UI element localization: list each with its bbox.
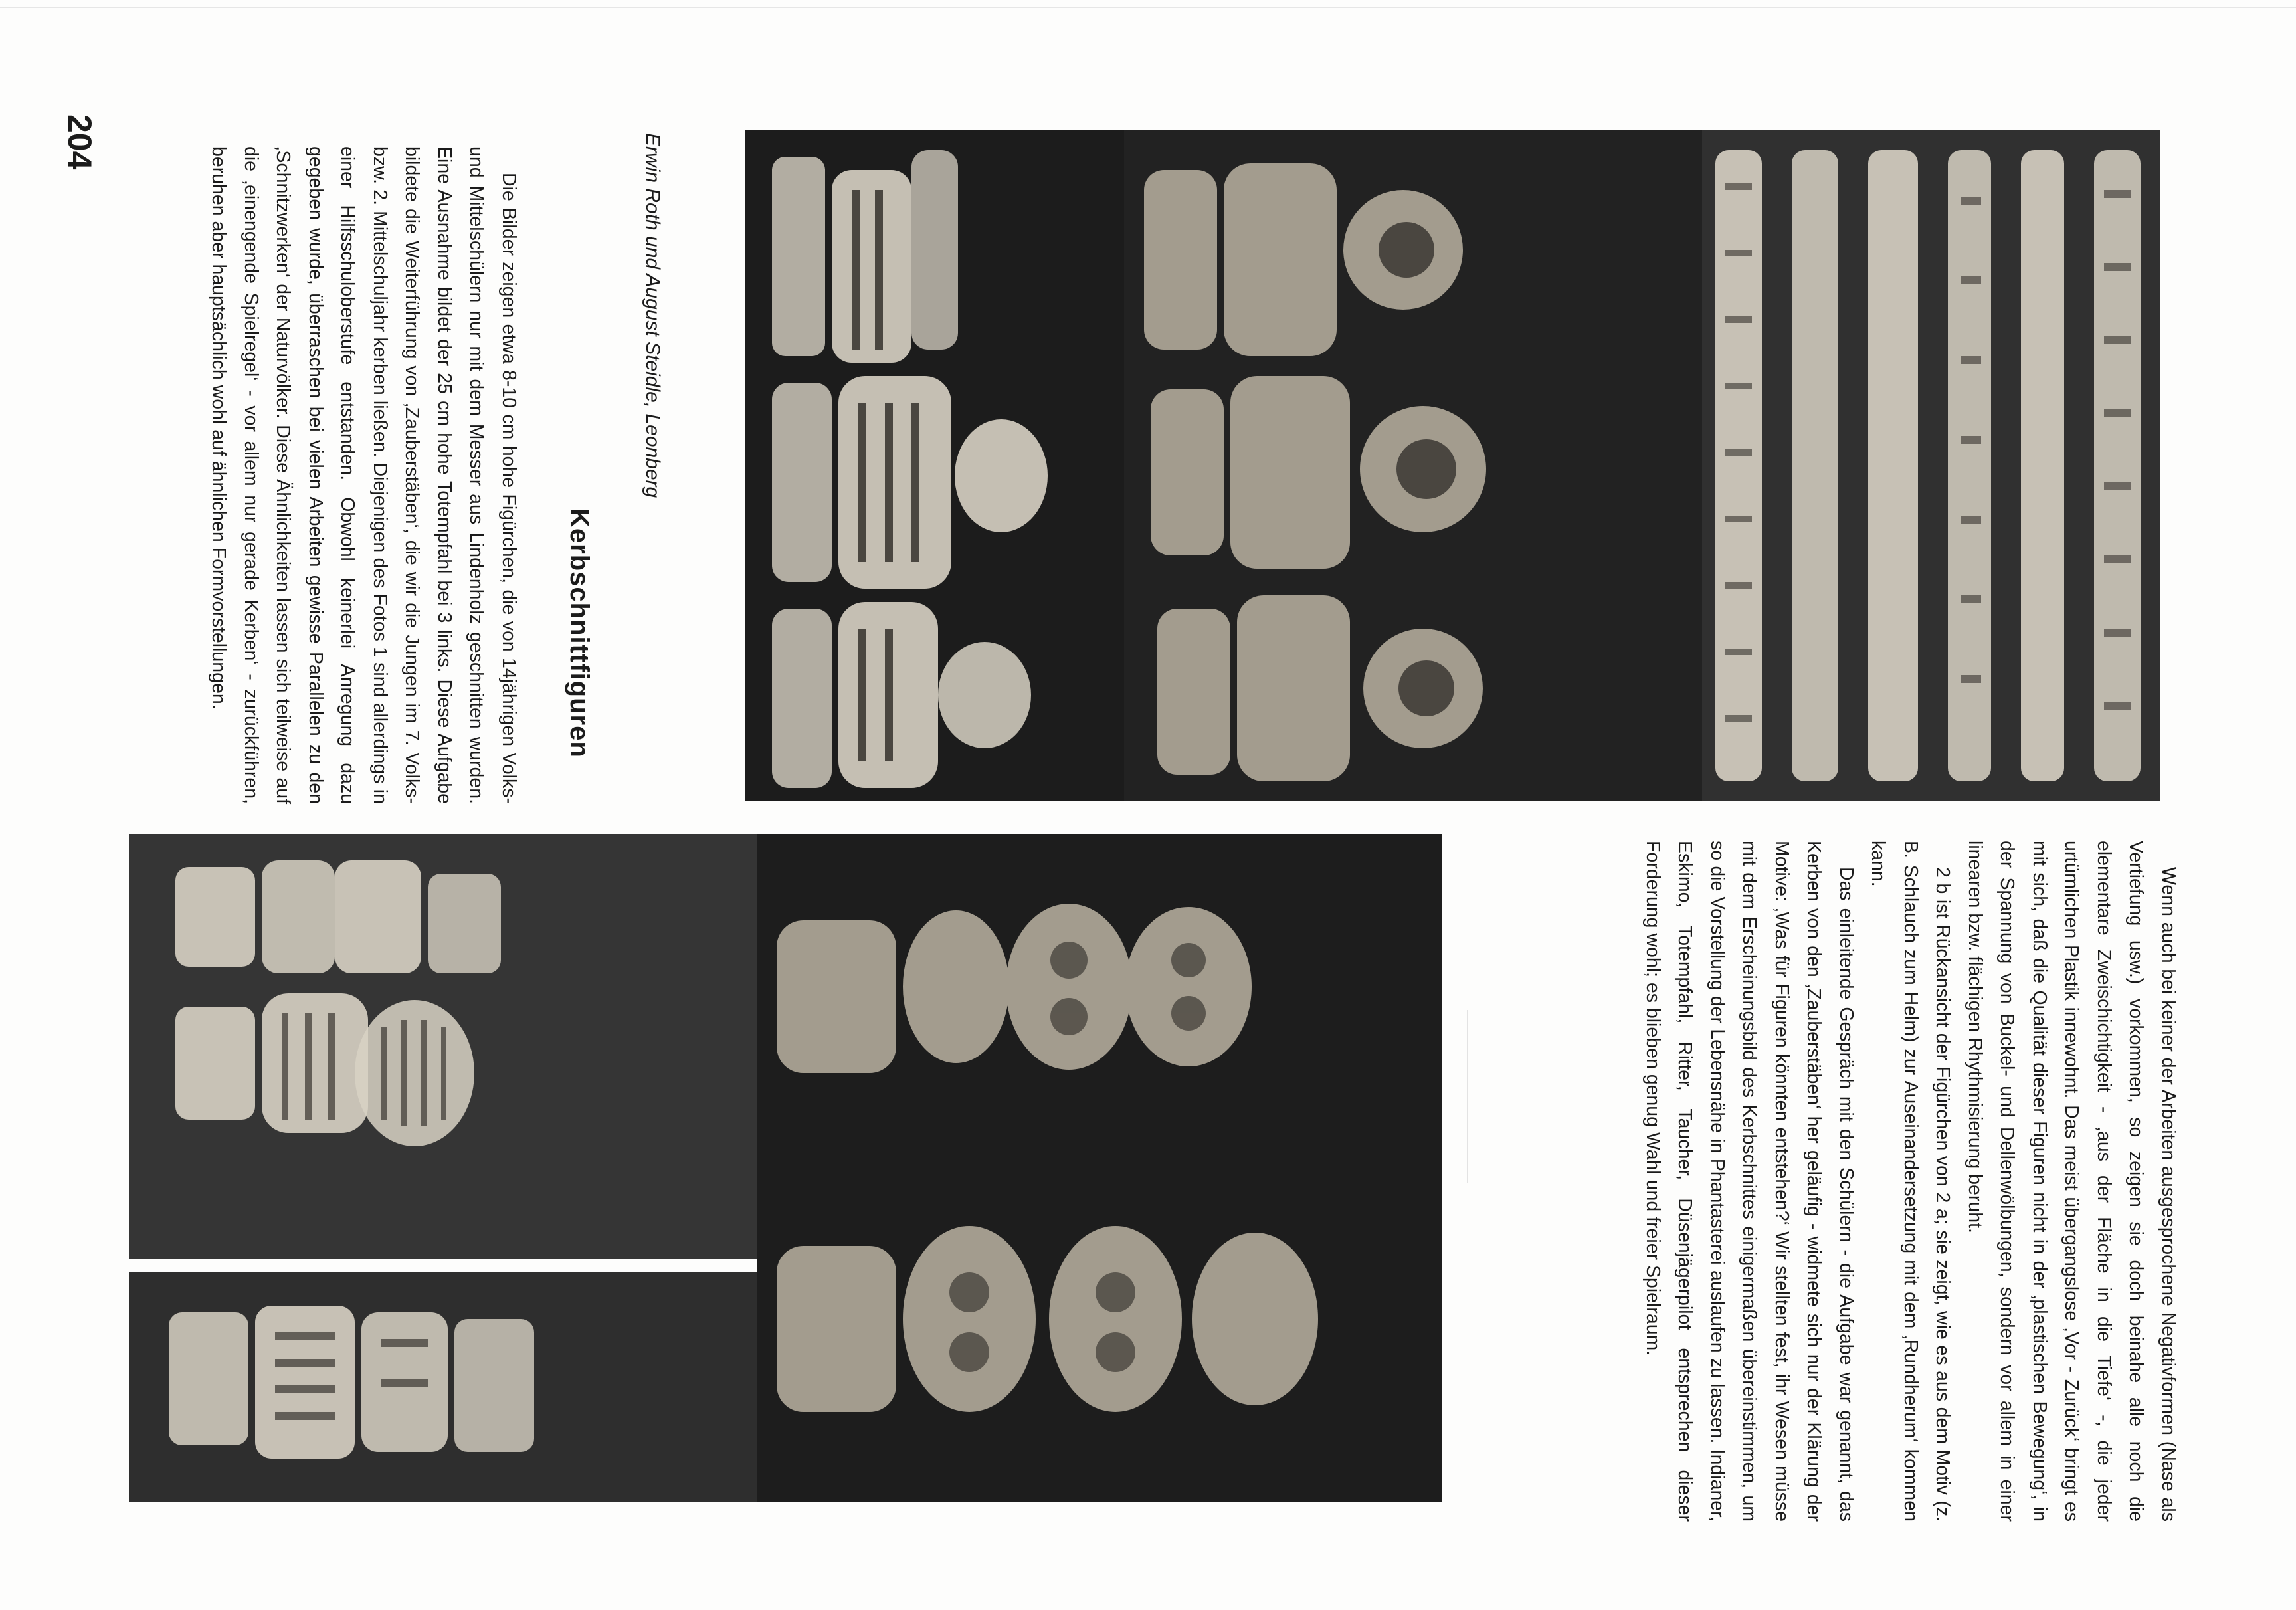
page-number-text: 204 <box>61 114 98 170</box>
top-rule <box>0 7 2296 8</box>
article-title-text: Kerbschnittfiguren <box>565 508 594 758</box>
intro-paragraph: Die Bilder zeigen etwa 8-10 cm hohe Figürchen, die von 14jährigen Volks- und Mittelschülern nur mit dem Messer aus Lindenholz geschnitten wurden. Eine Ausnahme bildet der 25 cm hohe Totempfahl bei 3 links. Diese Aufgabe bildete die Weiterführung von ‚Zauberstäben‘, die wir die Jungen im 7. Volks- bzw. 2. Mittelschuljahr kerben ließen. Diejenigen des Fotos 1 sind allerdings in einer Hilfsschuloberstufe entstanden. Obwohl keinerlei Anregung dazu gegeben wurde, überraschen bei vielen Arbeiten gewisse Parallelen zu den ‚Schnitzwerken‘ der Naturvölker. Diese Ähnlichkeiten lassen sich teilweise auf die ‚einengende Spielregel‘ - vor allem nur gerade Kerben‘ - zurückführen, beruhen aber hauptsächlich wohl auf ähnlichen Formvorstellungen. <box>208 146 520 804</box>
intro-text-block <box>126 146 525 804</box>
photo-helmeted-figures <box>1124 130 1702 801</box>
right-paragraph-1: Wenn auch bei keiner der Arbeiten ausgesprochene Negativformen (Nase als Vertiefung usw.) vorkommen, so zeigen sie doch beinahe alle noch die elementare Zweischichtigkeit - ‚aus der Fläche in die Tiefe‘ -, die jeder urtümlichen Plastik innewohnt. Das meist übergangslose ‚Vor - Zurück‘ bringt es mit sich, daß die Qualität dieser Figuren nicht in der ‚plastischen Bewegung‘, in der Spannung von Buckel- und Dellenwölbungen, sondern vor allem in einer linearen bzw. flächigen Rhythmisierung beruht. <box>1964 841 2179 1522</box>
photo-small-carvings-2 <box>129 1272 757 1502</box>
article-title <box>553 508 599 821</box>
photo-totem-poles <box>757 834 1442 1502</box>
article-byline-text: Erwin Roth und August Steidle, Leonberg <box>642 133 664 498</box>
photo-standing-figures <box>745 130 1124 801</box>
right-paragraph-2: 2 b ist Rückansicht der Figürchen von 2 a; sie zeigt, wie es aus dem Motiv (z. B. Schlauch zum Helm) zur Auseinandersetzung mit dem ‚Rundherum‘ kommen kann. <box>1867 841 1954 1522</box>
right-text-block <box>1454 841 2184 1522</box>
page-number <box>60 114 100 247</box>
right-paragraph-3: Das einleitende Gespräch mit den Schülern - die Aufgabe war genannt, das Kerben von den ‚Zauberstäben‘ her geläufig - widmete sich nur der Klärung der Motive: ‚Was für Figuren könnten entstehen?‘ Wir stellten fest, ihr Wesen müsse mit dem Erscheinungsbild des Kerbschnittes einigermaßen übereinstimmen, um so die Vorstellung der Lebensnähe in Phantasterei auslaufen zu lassen. Indianer, Eskimo, Totempfahl, Ritter, Taucher, Düsenjägerpilot entsprechen dieser Forderung wohl; es blieben genug Wahl und freier Spielraum. <box>1642 841 1857 1522</box>
photo-small-carvings <box>129 834 757 1259</box>
article-byline <box>626 133 672 598</box>
photo-magic-staffs <box>1702 130 2160 801</box>
